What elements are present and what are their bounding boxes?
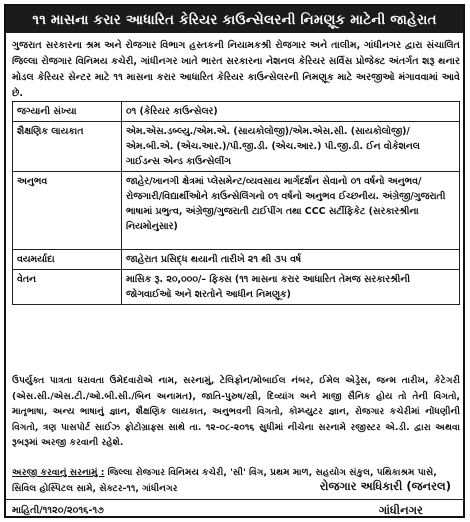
row-label-experience: અનુભવ	[13, 172, 122, 250]
row-value-age-limit: જાહેરાત પ્રસિદ્ધ થયાની તારીખે ૨૧ થી ૩૫ વર્ષ	[122, 250, 460, 270]
table-row	[13, 270, 460, 305]
footer-divider	[6, 499, 463, 500]
row-value-qualification: એમ.એસ.ડબ્લ્યુ./એમ.એ. (સાયકોલોજી)/એમ.એસ.સી. (સાયકોલોજી)/એમ.બી.એ. (એચ.આર.)/પી.જી.ડી. (એચ.આર.) પી.જી.ડી. ઈન વોકેશનલ ગાઈડન્સ એન્ડ કાઉન્સેલીંગ	[122, 122, 460, 172]
reference-number: માહિતી/૧૧૨૦/૨૦૧૬-૧૭	[12, 505, 104, 516]
table-row	[13, 172, 460, 250]
row-label-posts: જગ્યાની સંખ્યા	[13, 102, 122, 122]
notice-frame	[4, 4, 465, 518]
row-value-experience: જાહેર/ખાનગી ક્ષેત્રમાં પ્લેસમેન્ટ/વ્યવસાય માર્ગદર્શન સેવાનો ૦૧ વર્ષનો અનુભવ/રોજગારી/વિદ્યાર્થીઓને કાઉન્સેલિંગનો ૦૧ વર્ષનો અનુભવ ઈચ્છનીય. અંગ્રેજી/ગુજરાતી ભાષામાં પ્રભુત્વ, અંગ્રેજી/ગુજરાતી ટાઈપીંગ તથા CCC સર્ટીફિકેટ (સરકારશ્રીના નિયમોનુસાર)	[122, 172, 460, 250]
address-label: અરજી કરવાનું સરનામું :	[12, 467, 105, 478]
requirements-table	[12, 101, 460, 305]
notice-intro: ગુજરાત સરકારના શ્રમ અને રોજગાર વિભાગ હસ્તકની નિયામકશ્રી રોજગાર અને તાલીમ, ગાંધીનગર દ્વારા સંચાલિત જિલ્લા રોજગાર વિનિમય કચેરી, ગાંધીનગર ખાતે ભારત સરકારના નેશનલ કેરિયર સર્વિસ પ્રોજેક્ટ અંતર્ગત શરૂ થનાર મોડલ કેરિયર સેન્ટર માટે ૧૧ માસના કરાર આધારિત કેરિયર કાઉન્સેલરની નિમણૂક માટે અરજીઓ મંગાવવામાં આવે છે.	[12, 40, 460, 99]
row-value-posts: ૦૧ (કેરિયર કાઉન્સેલર)	[122, 102, 460, 122]
row-label-age-limit: વયમર્યાદા	[13, 250, 122, 270]
row-label-qualification: શૈક્ષણિક લાયકાત	[13, 122, 122, 172]
row-value-salary: માસિક રૂ. ૨૦,૦૦૦/– ફિક્સ (૧૧ માસના કરાર આધારિત તેમજ સરકારશ્રીની જોગવાઈઓ અને શરતોને આધીન નિમણૂક)	[122, 270, 460, 305]
table-row	[13, 250, 460, 270]
signatory-title: રોજગાર અધિકારી (જનરલ)	[319, 479, 451, 493]
application-details: ઉપર્યુક્ત પાત્રતા ધરાવતા ઉમેદવારોએ નામ, સરનામું, ટેલિફોન/મોબાઈલ નંબર, ઈમેલ એડ્રેસ, જન્મ તારીખ, કેટેગરી (એસ.સી./એસ.ટી./ઓ.બી.સી./બિન અનામત), જાતિ-પુરુષ/સ્ત્રી, દિવ્યાંગ અને માજી સૈનિક હોય તો તેની વિગતો, માતૃભાષા, અન્ય ભાષાનું જ્ઞાન, શૈક્ષણિક લાયકાત, અનુભવની વિગતો, કોમ્પ્યુટર જ્ઞાન, રોજગાર કચેરીમાં નોંધણીની વિગતો, ત્રણ પાસપોર્ટ સાઈઝ ફોટોગ્રાફ્સ સાથે તા. ૧૨-૦૮-૨૦૧૬ સુધીમાં નીચેના સરનામે રજીસ્ટર એ.ડી. દ્વારા અથવા રૂબરૂમાં અરજી કરવાની રહેશે.	[12, 375, 460, 449]
table-row	[13, 102, 460, 122]
address-text: જિલ્લા રોજગાર વિનિમય કચેરી, 'સી' વિંગ, પ્રથમ માળ, સહયોગ સંકુલ, પથિકાશ્રમ પાસે, સિવિલ હોસ્પિટલ સામે, સેક્ટર-૧૧, ગાંધીનગર	[12, 467, 437, 494]
signatory-place: ગાંધીનગર	[378, 503, 423, 517]
notice-title: ૧૧ માસના કરાર આધારિત કેરિયર કાઉન્સેલરની નિમણૂક માટેની જાહેરાત	[6, 6, 463, 33]
table-row	[13, 122, 460, 172]
row-label-salary: વેતન	[13, 270, 122, 305]
